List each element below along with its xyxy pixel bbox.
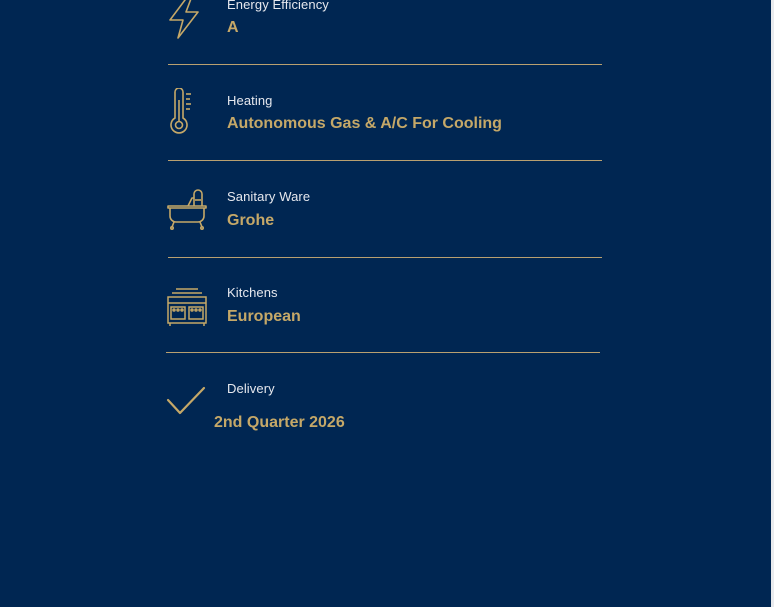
lightning-icon bbox=[164, 0, 210, 40]
spec-value-kitchens: European bbox=[227, 308, 301, 325]
spec-label-delivery: Delivery bbox=[227, 381, 275, 396]
thermometer-icon bbox=[164, 88, 210, 134]
bathtub-icon bbox=[164, 186, 210, 232]
spec-label-sanitary-ware: Sanitary Ware bbox=[227, 189, 311, 204]
divider bbox=[168, 64, 602, 65]
spec-value-sanitary-ware: Grohe bbox=[227, 212, 275, 229]
spec-value-delivery: 2nd Quarter 2026 bbox=[214, 414, 345, 431]
spec-value-energy-efficiency: A bbox=[227, 19, 239, 36]
spec-label-kitchens: Kitchens bbox=[227, 285, 278, 300]
spec-label-heating: Heating bbox=[227, 93, 273, 108]
divider bbox=[168, 257, 602, 258]
stove-icon bbox=[164, 285, 210, 331]
divider bbox=[166, 352, 600, 353]
spec-label-energy-efficiency: Energy Efficiency bbox=[227, 0, 329, 12]
spec-value-heating: Autonomous Gas & A/C For Cooling bbox=[227, 115, 502, 132]
divider bbox=[168, 160, 602, 161]
checkmark-icon bbox=[164, 380, 210, 426]
